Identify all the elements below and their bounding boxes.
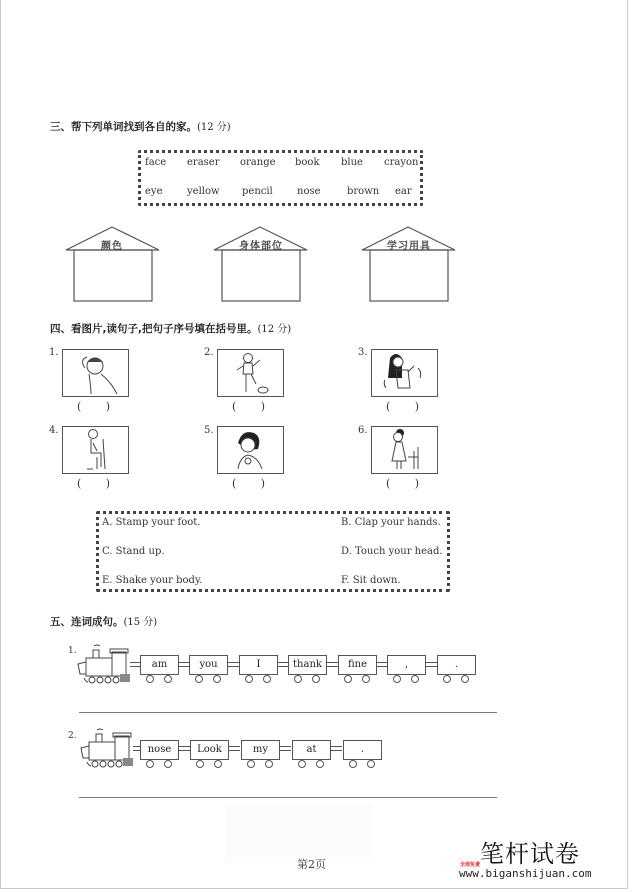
coupler: [331, 746, 342, 751]
picture-number: 6.: [358, 425, 368, 436]
coupler: [327, 662, 338, 667]
word: crayon: [384, 157, 419, 168]
answer-blank[interactable]: ( ): [386, 477, 420, 490]
word-car[interactable]: nose: [140, 740, 179, 760]
section-5-title-text: 五、连词成句。: [50, 616, 124, 628]
wheel: [344, 675, 352, 683]
word: blue: [341, 157, 363, 168]
girl-shaking-body-picture: [371, 349, 438, 397]
locomotive-icon: [76, 644, 134, 686]
wheel: [362, 675, 370, 683]
section-4-title: [50, 320, 291, 336]
house-label-body-parts: 身体部位: [239, 241, 283, 252]
picture-number: 3.: [358, 347, 368, 358]
word: eraser: [187, 157, 220, 168]
sentence-option-f: F. Sit down.: [341, 575, 401, 586]
wheel: [393, 675, 401, 683]
wheel: [195, 675, 203, 683]
site-logo: 笔杆试卷: [480, 840, 580, 868]
word: book: [295, 157, 320, 168]
blank-watermark-area: [225, 805, 373, 862]
section-3-title-text: 三、帮下列单词找到各自的家。: [50, 121, 197, 133]
coupler: [229, 746, 240, 751]
wheel: [298, 760, 306, 768]
picture-number: 4.: [49, 425, 59, 436]
word-car[interactable]: Look: [190, 740, 229, 760]
coupler: [426, 662, 437, 667]
answer-line-1[interactable]: [79, 712, 497, 713]
word-car[interactable]: .: [343, 740, 382, 760]
word-car[interactable]: am: [140, 655, 179, 675]
section-3-score: (12 分): [197, 122, 231, 133]
house-label-school-things: 学习用具: [387, 241, 431, 252]
word-car[interactable]: you: [189, 655, 228, 675]
word: brown: [347, 186, 380, 197]
answer-blank[interactable]: ( ): [77, 400, 111, 413]
answer-blank[interactable]: ( ): [77, 477, 111, 490]
coupler: [228, 662, 239, 667]
boy-touching-head-icon: [63, 350, 127, 395]
word-car[interactable]: my: [241, 740, 280, 760]
wheel: [411, 675, 419, 683]
section-4-title-text: 四、看图片,读句子,把句子序号填在括号里。: [50, 323, 258, 335]
wheel: [164, 675, 172, 683]
coupler: [280, 746, 291, 751]
house-label-colors: 颜色: [101, 241, 123, 252]
section-5-title: [50, 613, 157, 629]
page-number: 第2页: [297, 858, 326, 871]
word-car[interactable]: ,: [387, 655, 426, 675]
coupler: [179, 746, 190, 751]
section-3-title: [50, 118, 231, 134]
boy-touching-head-picture: [62, 349, 129, 397]
boy-stamping-foot-picture: [217, 349, 284, 397]
sentence-option-e: E. Shake your body.: [102, 575, 203, 586]
girl-standing-up-icon: [372, 427, 436, 472]
answer-blank[interactable]: ( ): [232, 477, 266, 490]
word: nose: [297, 186, 321, 197]
site-url[interactable]: www.biganshijuan.com: [459, 867, 592, 880]
word: eye: [145, 186, 163, 197]
wheel: [443, 675, 451, 683]
wheel: [316, 760, 324, 768]
wheel: [312, 675, 320, 683]
sentence-option-b: B. Clap your hands.: [341, 517, 441, 528]
wheel: [294, 675, 302, 683]
word: ear: [395, 186, 412, 197]
sentence-option-c: C. Stand up.: [102, 546, 165, 557]
girl-shaking-body-icon: [372, 350, 436, 395]
boy-sitting-down-icon: [63, 427, 127, 472]
wheel: [247, 760, 255, 768]
wheel: [164, 760, 172, 768]
wheel: [196, 760, 204, 768]
wheel: [263, 675, 271, 683]
word-bank-box: [138, 150, 423, 206]
wheel: [214, 760, 222, 768]
word-car[interactable]: fine: [338, 655, 377, 675]
answer-blank[interactable]: ( ): [232, 400, 266, 413]
boy-sitting-down-picture: [62, 426, 129, 474]
wheel: [265, 760, 273, 768]
girl-standing-up-picture: [371, 426, 438, 474]
wheel: [146, 675, 154, 683]
wheel: [461, 675, 469, 683]
word-car[interactable]: I: [239, 655, 278, 675]
wheel: [213, 675, 221, 683]
word-car[interactable]: thank: [288, 655, 327, 675]
section-5-score: (15 分): [123, 617, 158, 628]
word-car[interactable]: .: [437, 655, 476, 675]
sentence-option-a: A. Stamp your foot.: [102, 517, 201, 528]
section-4-score: (12 分): [257, 324, 292, 335]
train-number: 1.: [68, 646, 77, 656]
wheel: [245, 675, 253, 683]
train-number: 2.: [68, 731, 77, 741]
answer-line-2[interactable]: [79, 797, 497, 798]
word: yellow: [187, 186, 220, 197]
sentence-option-d: D. Touch your head.: [341, 546, 443, 557]
picture-number: 2.: [204, 347, 214, 358]
word: pencil: [242, 186, 273, 197]
girl-clapping-hands-picture: [217, 426, 284, 474]
wheel: [367, 760, 375, 768]
wheel: [146, 760, 154, 768]
word: orange: [240, 157, 276, 168]
word: face: [145, 157, 167, 168]
logo-badge: 全部免费: [460, 862, 481, 868]
boy-stamping-foot-icon: [218, 350, 282, 395]
girl-clapping-hands-icon: [218, 427, 282, 472]
answer-blank[interactable]: ( ): [386, 400, 420, 413]
wheel: [349, 760, 357, 768]
picture-number: 5.: [204, 425, 214, 436]
locomotive-icon: [79, 728, 137, 770]
word-car[interactable]: at: [292, 740, 331, 760]
picture-number: 1.: [49, 347, 59, 358]
